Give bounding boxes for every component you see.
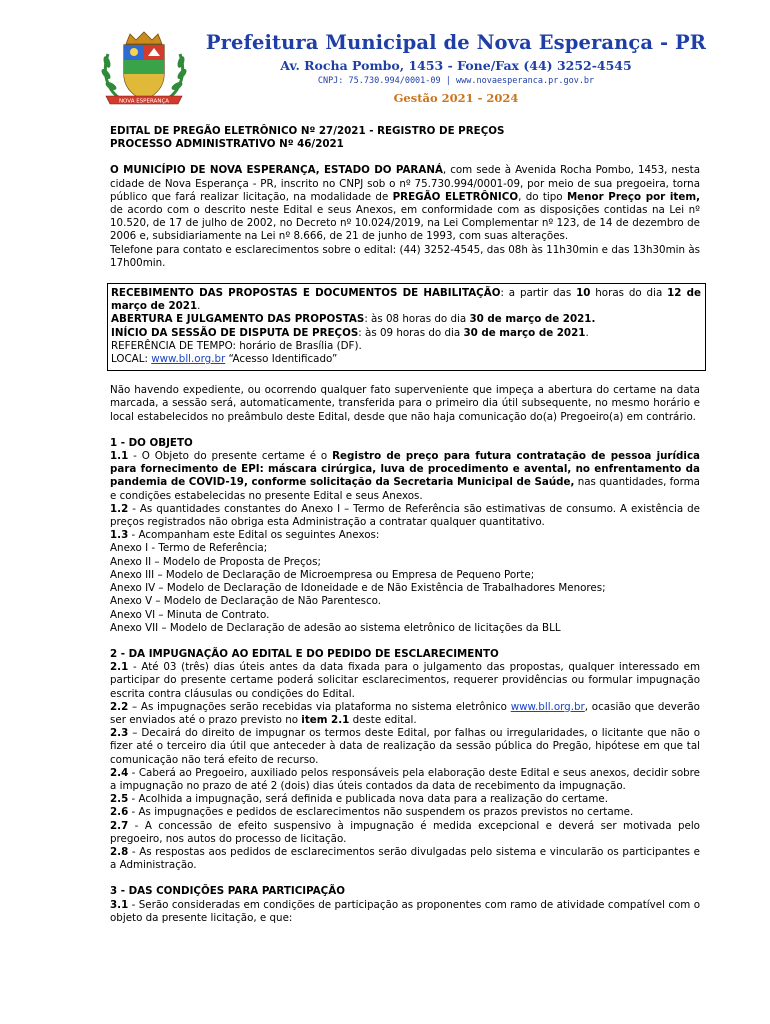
clause-2-5: 2.5 - Acolhida a impugnação, será definida e publicada nova data para a realização do certame. (110, 793, 608, 806)
clause-1-1: 1.1 - O Objeto do presente certame é o Registro de preço para futura contratação de pessoa jurídica para fornecimento de EPI: máscara cirúrgica, luva de procedimento e avental, no enfrentamento da pandemia de COVID-19, conforme solicitação da Secretaria Municipal de Saúde, nas quantidades, forma e condições estabelecidas no presente Edital e seus Anexos. (110, 450, 700, 502)
clause-2-4: 2.4 - Caberá ao Pregoeiro, auxiliado pelos responsáveis pela elaboração deste Edital e seus anexos, decidir sobre a impugnação no prazo de até 2 (dois) dias úteis contados da data de recebimento da impugnação. (110, 766, 700, 792)
schedule-time-reference: REFERÊNCIA DE TEMPO: horário de Brasília (DF). (111, 339, 362, 352)
clause-2-3: 2.3 – Decairá do direito de impugnar os termos deste Edital, por falhas ou irregularidades, o licitante que não o fizer até o terceiro dia útil que anteceder à data de realização da sessão pública do Pregão, hipótese em que tal comunicação não terá efeito de recurso. (110, 727, 700, 766)
bll-link[interactable]: www.bll.org.br (151, 353, 226, 366)
clause-2-2: 2.2 – As impugnações serão recebidas via plataforma no sistema eletrônico www.bll.org.br, ocasião que deverão ser enviados até o prazo previsto no item 2.1 deste edital. (110, 700, 700, 726)
annex-item: Anexo VII – Modelo de Declaração de adesão ao sistema eletrônico de licitações da BLL (110, 621, 561, 634)
clause-2-8: 2.8 - As respostas aos pedidos de esclarecimentos serão divulgadas pelo sistema e vincularão os participantes e a Administração. (110, 845, 700, 872)
annex-item: Anexo III – Modelo de Declaração de Microempresa ou Empresa de Pequeno Porte; (110, 568, 535, 581)
process-title: PROCESSO ADMINISTRATIVO Nº 46/2021 (110, 138, 344, 151)
clause-2-6: 2.6 - As impugnações e pedidos de esclarecimentos não suspendem os prazos previstos no certame. (110, 806, 634, 819)
intro-paragraph: O MUNICÍPIO DE NOVA ESPERANÇA, ESTADO DO PARANÁ, com sede à Avenida Rocha Pombo, 1453, nesta cidade de Nova Esperança - PR, inscrito no CNPJ sob o nº 75.730.994/0001-09, por meio de sua pregoeira, torna público que fará realizar licitação, na modalidade de PREGÃO ELETRÔNICO, do tipo Menor Preço por item, de acordo com o descrito neste Edital e seus Anexos, em conformidade com as disposições contidas na Lei nº 10.520, de 17 de julho de 2002, no Decreto nº 10.024/2019, na Lei Complementar nº 123, de 14 de dezembro de 2006 e, subsidiariamente na Lei nº 8.666, de 21 de junho de 1993, com suas alterações. (110, 164, 700, 243)
contact-paragraph: Telefone para contato e esclarecimentos sobre o edital: (44) 3252-4545, das 08h às 11h30min e das 13h30min às 17h00min. (110, 243, 700, 269)
schedule-opening: ABERTURA E JULGAMENTO DAS PROPOSTAS: às 08 horas do dia 30 de março de 2021. (111, 313, 596, 326)
annex-item: Anexo IV – Modelo de Declaração de Idoneidade e de Não Existência de Trabalhadores Menores; (110, 582, 606, 595)
section-2-heading: 2 - DA IMPUGNAÇÃO AO EDITAL E DO PEDIDO DE ESCLARECIMENTO (110, 647, 499, 660)
document-body (110, 125, 700, 925)
bll-link[interactable]: www.bll.org.br (510, 700, 585, 713)
annex-item: Anexo V – Modelo de Declaração de Não Parentesco. (110, 595, 382, 608)
municipality-title: Prefeitura Municipal de Nova Esperança - PR (205, 31, 707, 54)
edital-title: EDITAL DE PREGÃO ELETRÔNICO Nº 27/2021 - REGISTRO DE PREÇOS (110, 125, 505, 137)
annex-item: Anexo I - Termo de Referência; (110, 542, 268, 555)
clause-3-1: 3.1 - Serão consideradas em condições de participação as proponentes com ramo de atividade compatível com o objeto da presente licitação, e que: (110, 898, 700, 924)
clause-1-2: 1.2 - As quantidades constantes do Anexo I – Termo de Referência são estimativas de consumo. A existência de preços registrados não obriga esta Administração a contratar qualquer quantitativo. (110, 502, 700, 529)
annex-item: Anexo II – Modelo de Proposta de Preços; (110, 555, 321, 568)
clause-2-1: 2.1 - Até 03 (três) dias úteis antes da data fixada para o julgamento das propostas, qualquer interessado em participar do presente certame poderá solicitar esclarecimentos, requerer providências ou formular impugnação escrita contra cláusulas ou condições do Edital. (110, 661, 700, 700)
notice-paragraph: Não havendo expediente, ou ocorrendo qualquer fato superveniente que impeça a abertura do certame na data marcada, a sessão será, automaticamente, transferida para o primeiro dia útil subsequente, no mesmo horário e local estabelecidos no preâmbulo deste Edital, desde que não haja comunicação do(a) Pregoeiro(a) em contrário. (110, 384, 700, 423)
schedule-dispute: INÍCIO DA SESSÃO DE DISPUTA DE PREÇOS: às 09 horas do dia 30 de março de 2021. (111, 326, 589, 339)
crest-ribbon-text: NOVA ESPERANÇA (118, 98, 170, 105)
section-3-heading: 3 - DAS CONDIÇÕES PARA PARTICIPAÇÃO (110, 885, 345, 898)
administration-period: Gestão 2021 - 2024 (393, 91, 519, 105)
municipality-cnpj-website: CNPJ: 75.730.994/0001-09 | www.novaesperanca.pr.gov.br (317, 76, 595, 86)
municipal-crest-icon (92, 30, 196, 108)
section-1-heading: 1 - DO OBJETO (110, 436, 193, 449)
clause-2-7: 2.7 - A concessão de efeito suspensivo à impugnação é medida excepcional e deverá ser motivada pelo pregoeiro, nos autos do processo de licitação. (110, 819, 700, 845)
schedule-location: LOCAL: www.bll.org.br “Acesso Identificado” (111, 353, 338, 366)
schedule-box (107, 283, 706, 371)
schedule-receipt: RECEBIMENTO DAS PROPOSTAS E DOCUMENTOS DE HABILITAÇÃO: a partir das 10 horas do dia 12 de março de 2021. (111, 287, 701, 313)
clause-1-3: 1.3 - Acompanham este Edital os seguintes Anexos: (110, 529, 380, 542)
annex-item: Anexo VI – Minuta de Contrato. (110, 608, 270, 621)
municipality-address: Av. Rocha Pombo, 1453 - Fone/Fax (44) 3252-4545 (280, 58, 632, 73)
